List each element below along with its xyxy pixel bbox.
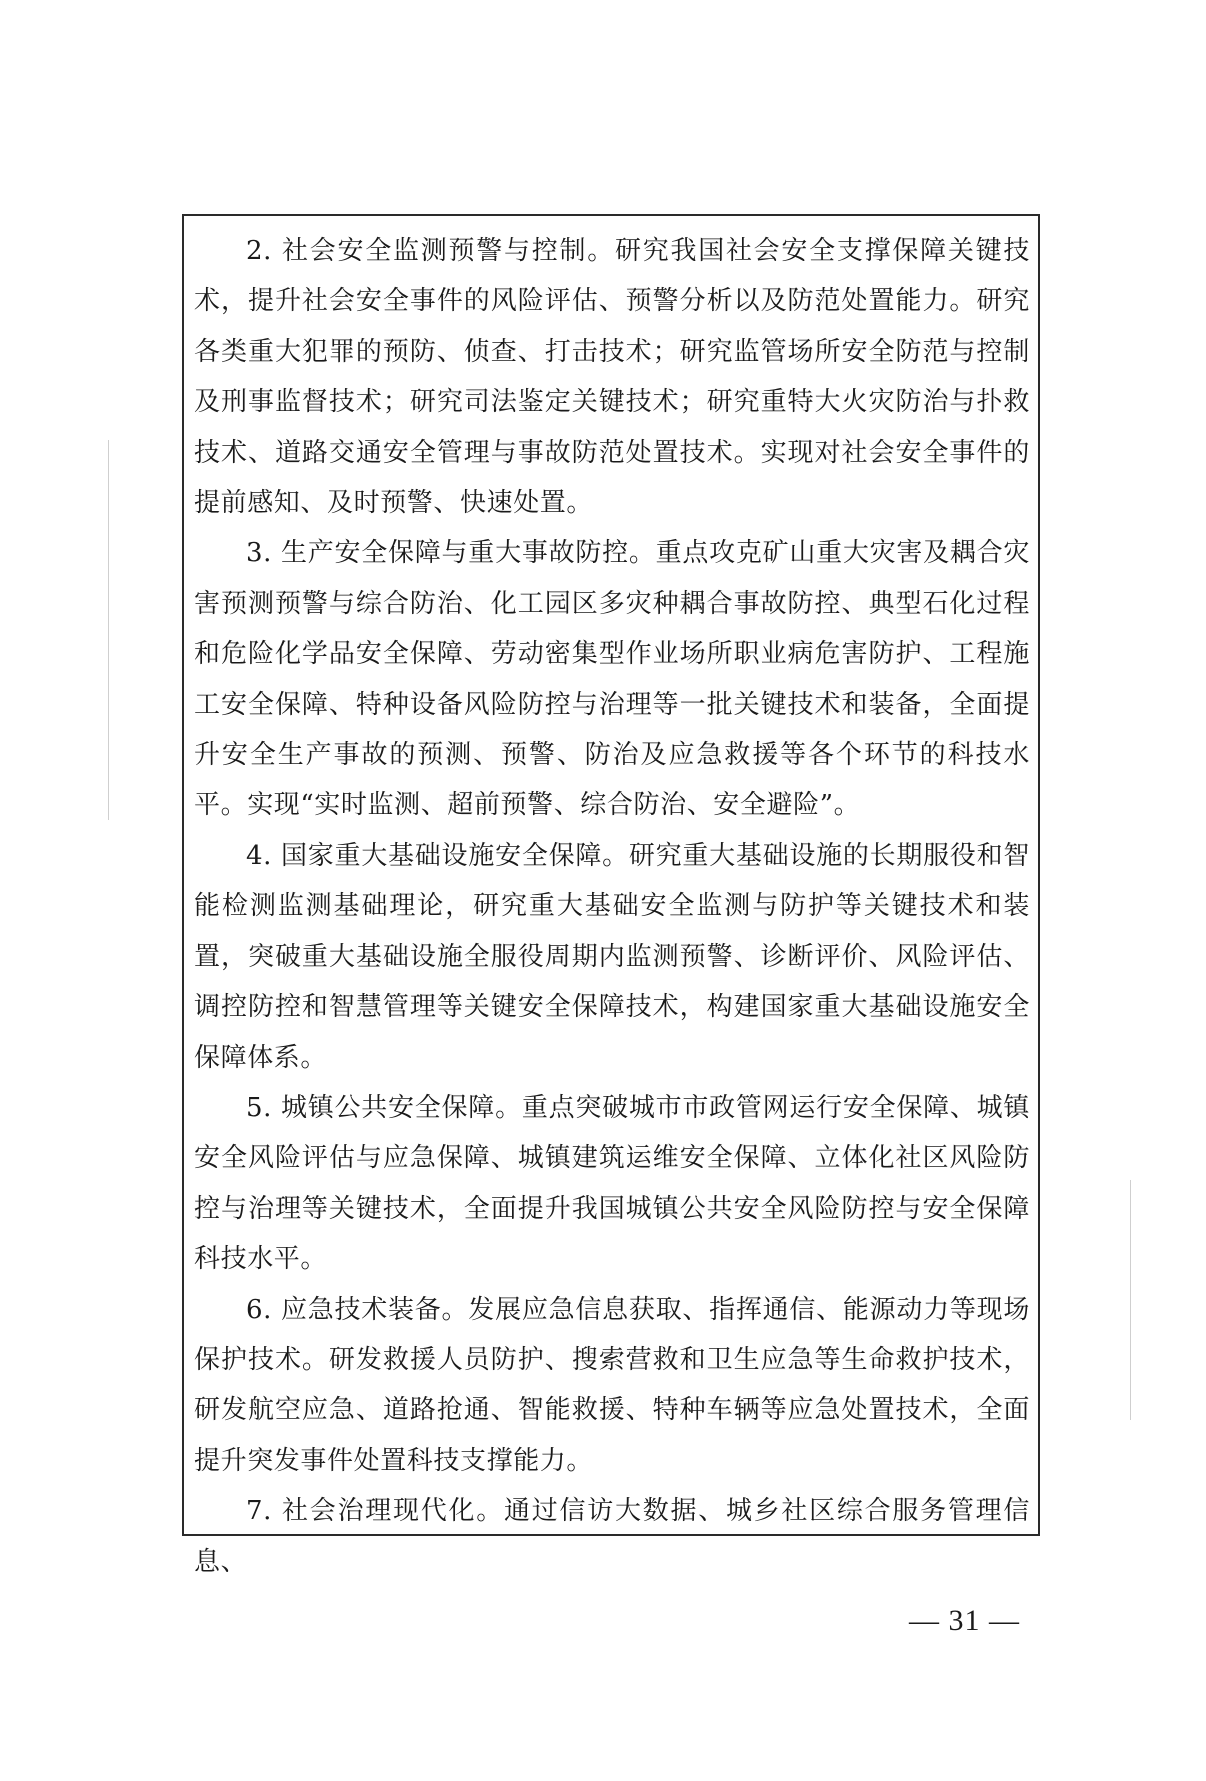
page-number: — 31 —: [909, 1604, 1020, 1637]
right-margin-mark: [1130, 1180, 1131, 1420]
paragraph-production-safety: 3. 生产安全保障与重大事故防控。重点攻克矿山重大灾害及耦合灾害预测预警与综合防治、化工园区多灾种耦合事故防控、典型石化过程和危险化学品安全保障、劳动密集型作业场所职业病危害防护、工程施工安全保障、特种设备风险防控与治理等一批关键技术和装备，全面提升安全生产事故的预测、预警、防治及应急救援等各个环节的科技水平。实现“实时监测、超前预警、综合防治、安全避险”。: [194, 538, 1030, 821]
bordered-text-frame: [182, 214, 1040, 1577]
paragraph-urban-public-safety: 5. 城镇公共安全保障。重点突破城市市政管网运行安全保障、城镇安全风险评估与应急保障、城镇建筑运维安全保障、立体化社区风险防控与治理等关键技术，全面提升我国城镇公共安全风险防控与安全保障科技水平。: [194, 1092, 1030, 1275]
paragraph-social-governance: 7. 社会治理现代化。通过信访大数据、城乡社区综合服务管理信息、: [194, 1496, 1030, 1577]
left-margin-mark: [108, 440, 109, 820]
paragraph-emergency-equipment: 6. 应急技术装备。发展应急信息获取、指挥通信、能源动力等现场保护技术。研发救援人员防护、搜索营救和卫生应急等生命救护技术，研发航空应急、道路抢通、智能救援、特种车辆等应急处置技术，全面提升突发事件处置科技支撑能力。: [194, 1294, 1030, 1476]
paragraph-social-security: 2. 社会安全监测预警与控制。研究我国社会安全支撑保障关键技术，提升社会安全事件的风险评估、预警分析以及防范处置能力。研究各类重大犯罪的预防、侦查、打击技术；研究监管场所安全防范与控制及刑事监督技术；研究司法鉴定关键技术；研究重特大火灾防治与扑救技术、道路交通安全管理与事故防范处置技术。实现对社会安全事件的提前感知、及时预警、快速处置。: [194, 236, 1030, 519]
paragraph-infrastructure-security: 4. 国家重大基础设施安全保障。研究重大基础设施的长期服役和智能检测监测基础理论，研究重大基础安全监测与防护等关键技术和装置，突破重大基础设施全服役周期内监测预警、诊断评价、风险评估、调控防控和智慧管理等关键安全保障技术，构建国家重大基础设施安全保障体系。: [194, 840, 1030, 1073]
